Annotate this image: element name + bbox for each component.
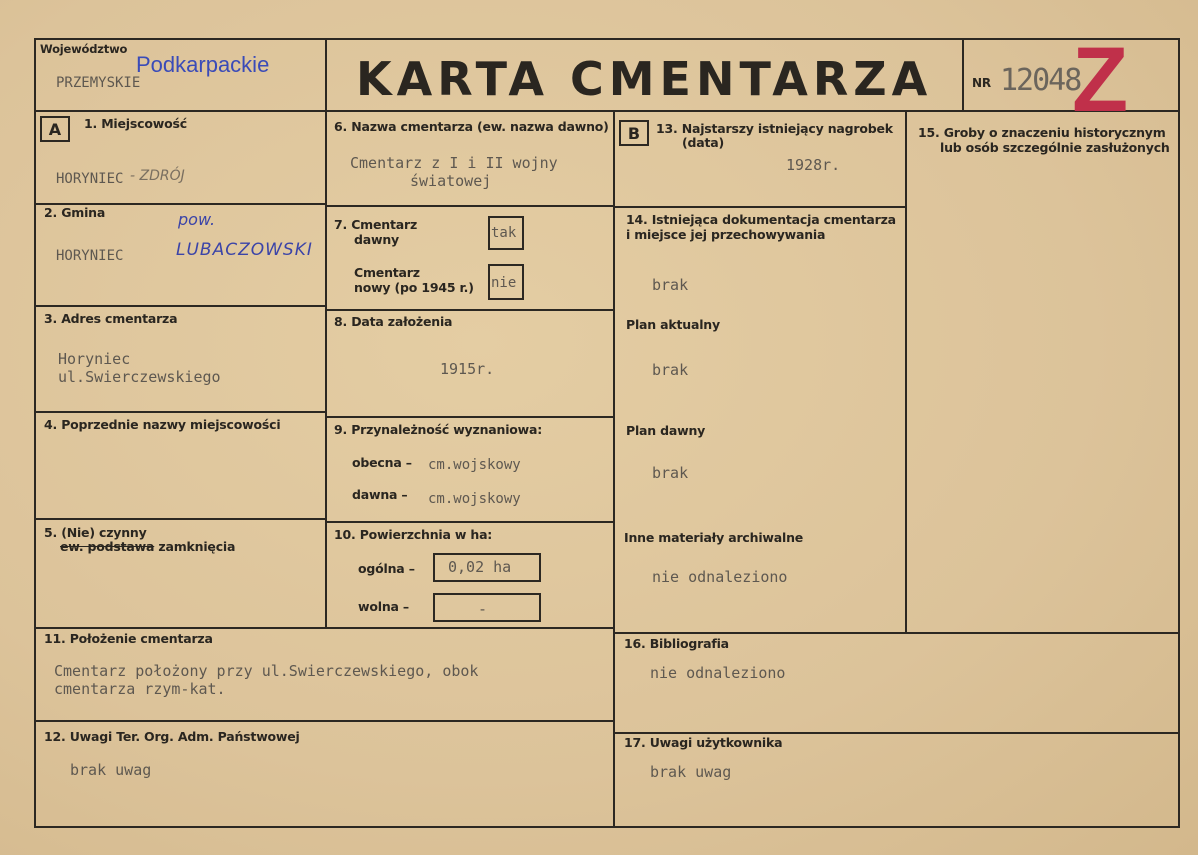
field-10-wolna-value: -	[478, 600, 488, 618]
field-10-ogolna-label: ogólna –	[358, 561, 415, 576]
field-12-value: brak uwag	[70, 761, 152, 779]
field-9-label: 9. Przynależność wyznaniowa:	[334, 422, 543, 437]
nr-value: 12048	[1000, 63, 1081, 98]
field-17-label: 17. Uwagi użytkownika	[624, 735, 783, 750]
page-title: KARTA CMENTARZA	[356, 52, 933, 106]
field-1-value: HORYNIEC	[56, 171, 124, 187]
field-2-county: LUBACZOWSKI	[176, 240, 313, 260]
field-2-pow: pow.	[178, 210, 216, 229]
field-1-handwritten: - ZDRÓJ	[130, 168, 185, 184]
field-7-label: 7. Cmentarz	[334, 217, 418, 232]
field-8-value: 1915r.	[440, 360, 495, 378]
field-7-nowy-value: nie	[491, 275, 517, 291]
field-5-sublabel-text: zamknięcia	[154, 539, 236, 554]
field-7-label-nowy-2: nowy (po 1945 r.)	[354, 280, 474, 295]
field-5-sublabel	[60, 540, 235, 554]
divider	[34, 305, 325, 307]
field-7-dawny-value: tak	[491, 225, 517, 241]
card-frame	[34, 38, 1180, 828]
field-10-wolna-label: wolna –	[358, 599, 409, 614]
wojewodztwo-label: Województwo	[40, 42, 128, 56]
section-a-marker: A	[40, 116, 70, 142]
wojewodztwo-stamp: Podkarpackie	[136, 52, 270, 77]
field-5-struck-text: ew. podstawa	[60, 539, 155, 554]
divider	[325, 521, 613, 523]
field-14-label: 14. Istniejąca dokumentacja cmentarza	[626, 212, 896, 227]
field-11-value-2: cmentarza rzym-kat.	[54, 680, 226, 698]
divider	[34, 720, 613, 722]
section-b-marker: B	[619, 120, 649, 146]
divider	[34, 627, 613, 629]
field-3-value-2: ul.Swierczewskiego	[58, 368, 221, 386]
field-16-value: nie odnaleziono	[650, 664, 786, 682]
wojewodztwo-typed: PRZEMYSKIE	[56, 75, 141, 91]
inne-materialy-label: Inne materiały archiwalne	[624, 530, 804, 545]
field-14-label-2: i miejsce jej przechowywania	[626, 227, 826, 242]
divider	[613, 732, 1180, 734]
field-11-label: 11. Położenie cmentarza	[44, 631, 213, 646]
field-1-label: 1. Miejscowość	[84, 116, 187, 131]
field-5-label: 5. (Nie) czynny	[44, 525, 147, 540]
field-2-value: HORYNIEC	[56, 248, 124, 264]
field-3-label: 3. Adres cmentarza	[44, 311, 178, 326]
field-7-label-nowy: Cmentarz	[354, 265, 420, 280]
divider	[325, 38, 327, 628]
field-10-ogolna-value: 0,02 ha	[448, 558, 512, 576]
divider	[325, 205, 613, 207]
field-6-value-1: Cmentarz z I i II wojny	[350, 154, 558, 172]
field-14-value: brak	[652, 276, 689, 294]
divider	[905, 110, 907, 632]
field-9-dawna-label: dawna –	[352, 487, 408, 502]
field-6-label: 6. Nazwa cmentarza (ew. nazwa dawno)	[334, 119, 609, 134]
field-13-value: 1928r.	[786, 156, 841, 174]
nr-label: NR	[972, 76, 991, 90]
plan-aktualny-value: brak	[652, 361, 689, 379]
divider	[962, 38, 964, 110]
field-9-dawna-value: cm.wojskowy	[428, 491, 521, 507]
field-4-label: 4. Poprzednie nazwy miejscowości	[44, 417, 281, 432]
inne-materialy-value: nie odnaleziono	[652, 568, 788, 586]
field-12-label: 12. Uwagi Ter. Org. Adm. Państwowej	[44, 729, 300, 744]
field-10-label: 10. Powierzchnia w ha:	[334, 527, 493, 542]
field-15-label: 15. Groby o znaczeniu historycznym	[918, 125, 1166, 140]
plan-aktualny-label: Plan aktualny	[626, 317, 720, 332]
divider	[325, 416, 613, 418]
plan-dawny-label: Plan dawny	[626, 423, 706, 438]
field-2-label: 2. Gmina	[44, 205, 106, 220]
field-9-obecna-value: cm.wojskowy	[428, 457, 521, 473]
divider	[613, 632, 1180, 634]
divider	[613, 206, 905, 208]
field-13-label: 13. Najstarszy istniejący nagrobek	[656, 121, 893, 136]
category-mark: Z	[1072, 29, 1129, 131]
field-15-label-2: lub osób szczególnie zasłużonych	[940, 140, 1170, 155]
field-7-label-dawny: dawny	[354, 232, 399, 247]
field-6-value-2: światowej	[410, 172, 492, 190]
field-8-label: 8. Data założenia	[334, 314, 453, 329]
plan-dawny-value: brak	[652, 464, 689, 482]
divider	[34, 518, 325, 520]
divider	[34, 110, 1180, 112]
divider	[34, 411, 325, 413]
field-16-label: 16. Bibliografia	[624, 636, 729, 651]
divider	[613, 110, 615, 828]
field-11-value-1: Cmentarz położony przy ul.Swierczewskiego, obok	[54, 662, 479, 680]
divider	[325, 309, 613, 311]
field-13-label-2: (data)	[682, 135, 725, 150]
field-17-value: brak uwag	[650, 763, 732, 781]
field-9-obecna-label: obecna –	[352, 455, 412, 470]
field-3-value-1: Horyniec	[58, 350, 131, 368]
